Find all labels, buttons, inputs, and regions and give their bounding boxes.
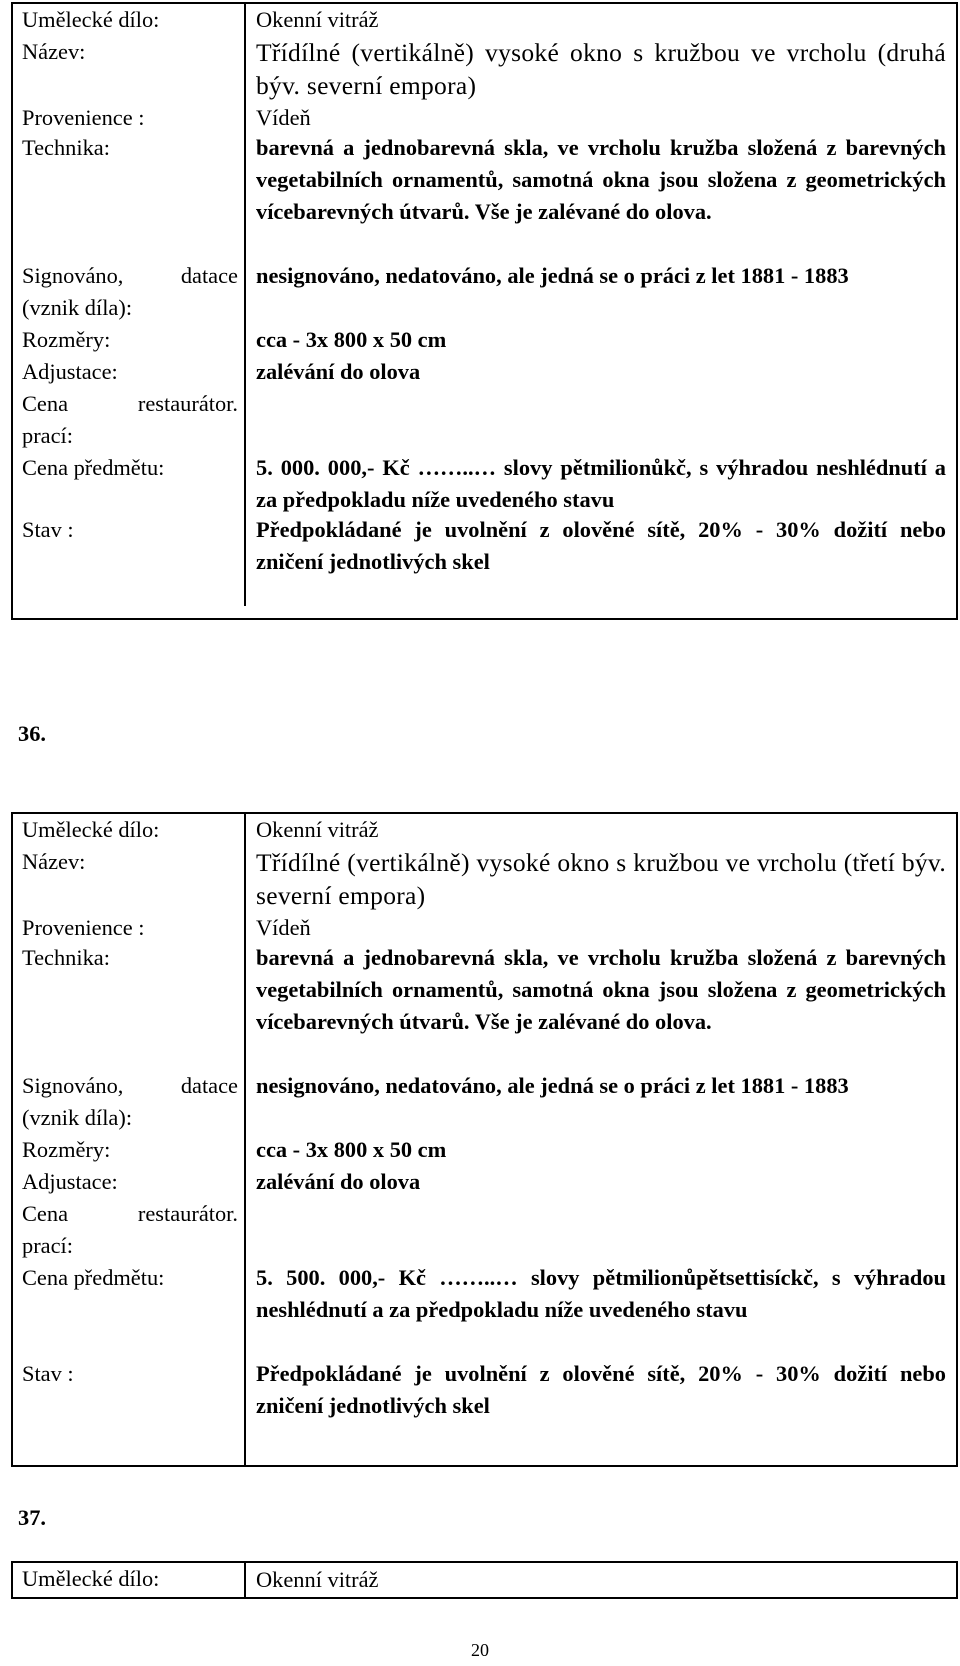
label-technique: Technika: <box>13 132 246 260</box>
label-signed-line1: Signováno, datace <box>22 1073 238 1098</box>
label-restoration <box>13 1198 246 1256</box>
row-provenance <box>13 912 956 942</box>
label-adjustment: Adjustace: <box>13 1166 246 1198</box>
value-price: 5. 500. 000,- Kč ……..… slovy pětmilionůpětsettisíckč, s výhradou neshlédnutí a za předpokladu níže uvedeného stavu <box>256 1265 946 1322</box>
value-adjustment: zalévání do olova <box>256 1169 421 1194</box>
label-restoration-line2: prací: <box>22 1233 73 1258</box>
value-technique: barevná a jednobarevná skla, ve vrcholu kružba složená z barevných vegetabilních ornamentů, samotná okna jsou složena z geometrických vícebarevných útvarů. Vše je zalévané do olova. <box>256 945 946 1034</box>
row-technique <box>13 942 956 1070</box>
value-artwork: Okenní vitráž <box>256 817 379 842</box>
value-dimensions: cca - 3x 800 x 50 cm <box>256 327 447 352</box>
row-provenance <box>13 102 956 132</box>
value-restoration <box>246 388 956 446</box>
label-name: Název: <box>13 36 246 102</box>
label-artwork: Umělecké dílo: <box>13 814 246 846</box>
label-artwork: Umělecké dílo: <box>13 1563 246 1597</box>
row-dimensions <box>13 324 956 356</box>
label-price: Cena předmětu: <box>13 1256 246 1358</box>
label-provenance: Provenience : <box>13 912 246 942</box>
label-name: Název: <box>13 846 246 912</box>
row-technique <box>13 132 956 260</box>
label-artwork: Umělecké dílo: <box>13 4 246 36</box>
row-adjustment <box>13 356 956 388</box>
row-state <box>13 1358 956 1465</box>
section-number: 37. <box>18 1505 46 1530</box>
row-restoration <box>13 388 956 446</box>
value-price: 5. 000. 000,- Kč ……..… slovy pětmilionůkč, s výhradou neshlédnutí a za předpokladu níže uvedeného stavu <box>256 455 946 512</box>
value-restoration <box>246 1198 956 1256</box>
row-artwork <box>13 4 956 36</box>
value-name: Třídílné (vertikálně) vysoké okno s kružbou ve vrcholu (druhá býv. severní empora) <box>256 38 946 100</box>
label-signed <box>13 260 246 324</box>
value-artwork: Okenní vitráž <box>256 1567 379 1592</box>
value-adjustment: zalévání do olova <box>256 359 421 384</box>
label-technique: Technika: <box>13 942 246 1070</box>
value-signed: nesignováno, nedatováno, ale jedná se o práci z let 1881 - 1883 <box>256 263 849 288</box>
value-signed: nesignováno, nedatováno, ale jedná se o práci z let 1881 - 1883 <box>256 1073 849 1098</box>
row-state <box>13 514 956 606</box>
artwork-record-table <box>11 2 958 620</box>
value-name: Třídílné (vertikálně) vysoké okno s kružbou ve vrcholu (třetí býv. severní empora) <box>256 848 946 910</box>
row-signed <box>13 1070 956 1134</box>
row-name <box>13 846 956 912</box>
row-artwork <box>13 1563 956 1597</box>
label-signed-line2: (vznik díla): <box>22 295 133 320</box>
label-adjustment: Adjustace: <box>13 356 246 388</box>
label-signed-line2: (vznik díla): <box>22 1105 133 1130</box>
label-provenance: Provenience : <box>13 102 246 132</box>
row-signed <box>13 260 956 324</box>
value-state: Předpokládané je uvolnění z olověné sítě, 20% - 30% dožití nebo zničení jednotlivých skel <box>256 1361 946 1418</box>
label-dimensions: Rozměry: <box>13 1134 246 1166</box>
value-provenance: Vídeň <box>256 105 311 130</box>
label-signed-line1: Signováno, datace <box>22 263 238 288</box>
label-restoration-line1: Cena restaurátor. <box>22 1201 238 1226</box>
artwork-record-table <box>11 1561 958 1599</box>
label-dimensions: Rozměry: <box>13 324 246 356</box>
label-state: Stav : <box>13 514 246 606</box>
label-signed <box>13 1070 246 1134</box>
label-restoration <box>13 388 246 446</box>
value-state: Předpokládané je uvolnění z olověné sítě, 20% - 30% dožití nebo zničení jednotlivých skel <box>256 517 946 574</box>
row-price <box>13 446 956 514</box>
label-state: Stav : <box>13 1358 246 1465</box>
value-provenance: Vídeň <box>256 915 311 940</box>
label-restoration-line1: Cena restaurátor. <box>22 391 238 416</box>
artwork-record-table <box>11 812 958 1467</box>
row-adjustment <box>13 1166 956 1198</box>
row-restoration <box>13 1198 956 1256</box>
row-name <box>13 36 956 102</box>
value-artwork: Okenní vitráž <box>256 7 379 32</box>
row-price <box>13 1256 956 1358</box>
row-artwork <box>13 814 956 846</box>
value-dimensions: cca - 3x 800 x 50 cm <box>256 1137 447 1162</box>
row-dimensions <box>13 1134 956 1166</box>
page-number: 20 <box>471 1640 489 1660</box>
value-technique: barevná a jednobarevná skla, ve vrcholu kružba složená z barevných vegetabilních ornamentů, samotná okna jsou složena z geometrických vícebarevných útvarů. Vše je zalévané do olova. <box>256 135 946 224</box>
label-restoration-line2: prací: <box>22 423 73 448</box>
section-number: 36. <box>18 721 46 746</box>
label-price: Cena předmětu: <box>13 446 246 514</box>
